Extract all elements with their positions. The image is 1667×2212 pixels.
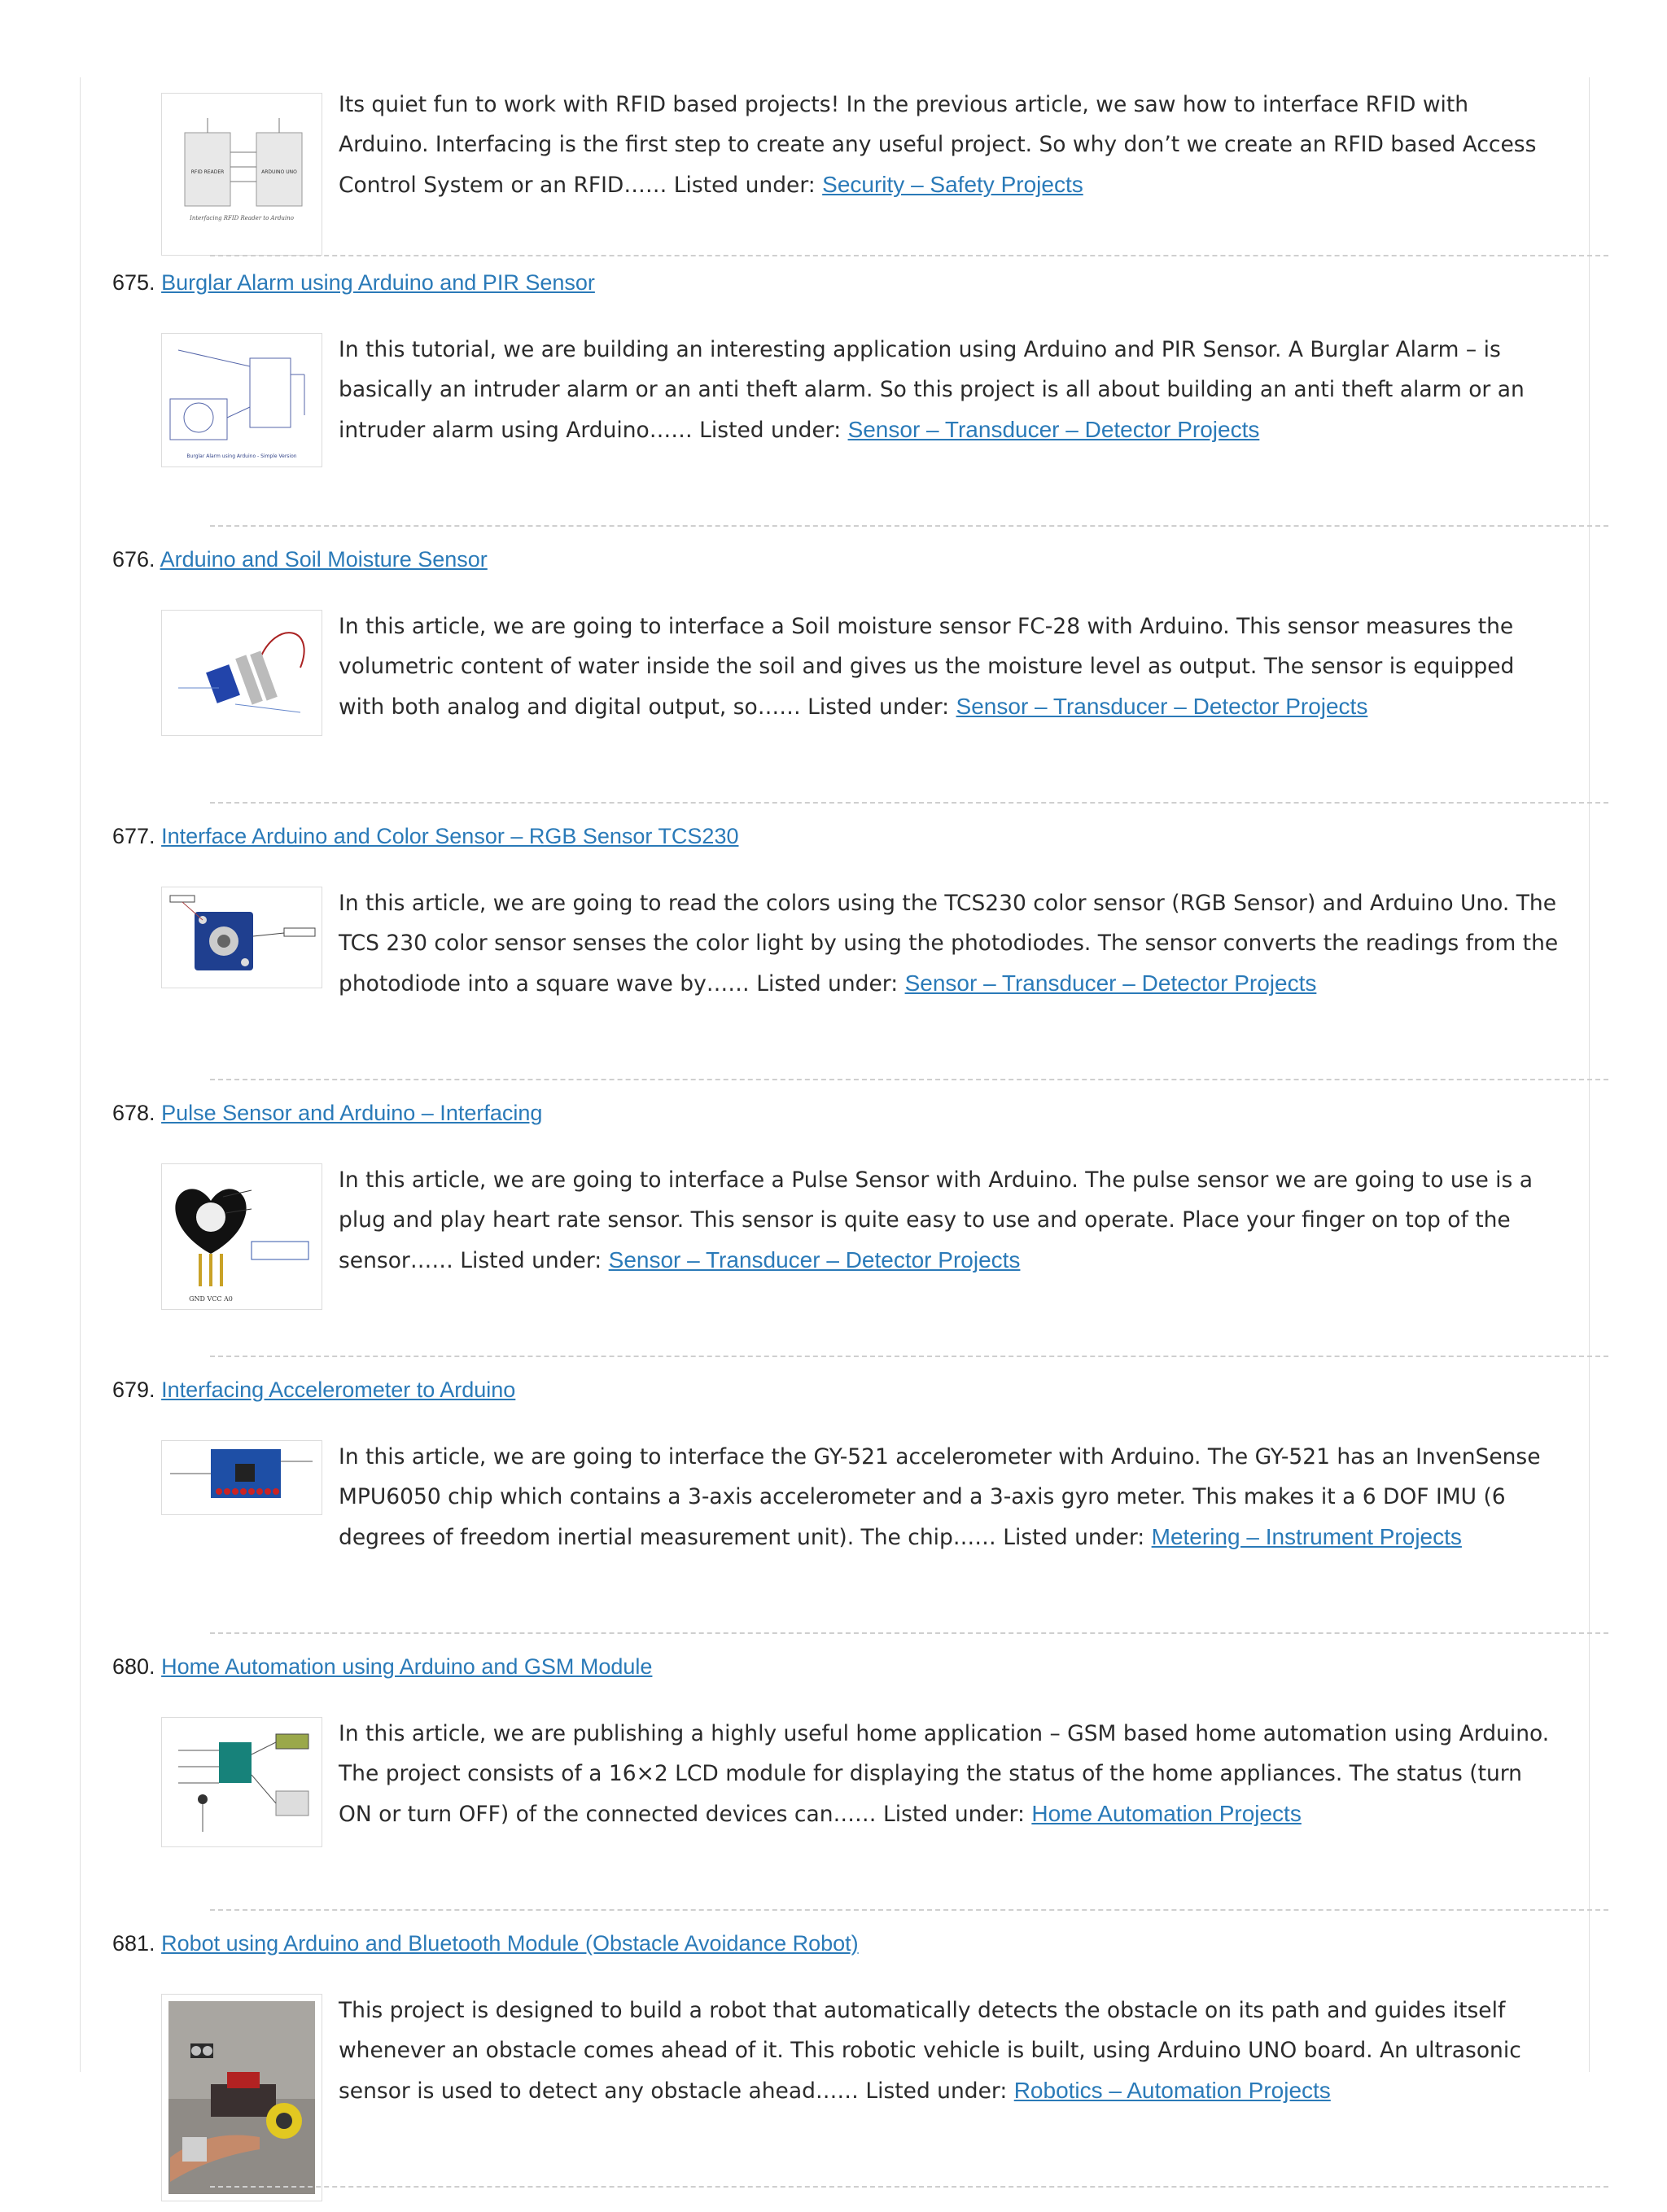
category-link-robotics-automation[interactable]: Robotics – Automation Projects: [1013, 2078, 1331, 2103]
project-title-row: [112, 1927, 1560, 1960]
item-separator: [210, 1909, 1608, 1911]
page-frame-left-border: [80, 77, 81, 2072]
project-title-row: [112, 1097, 1560, 1129]
project-thumbnail-pulse-sensor[interactable]: [161, 1163, 322, 1310]
item-separator: [210, 255, 1608, 256]
project-item-676: [112, 543, 1560, 804]
category-link-security-safety[interactable]: Security – Safety Projects: [822, 172, 1083, 197]
category-link-sensor-transducer-detector[interactable]: Sensor – Transducer – Detector Projects: [904, 970, 1317, 996]
project-item-678: [112, 1097, 1560, 1357]
item-separator: [210, 1079, 1608, 1080]
project-excerpt-text: In this tutorial, we are building an interesting application using Arduino and PIR Sensor. A Burglar Alarm – is basically an intruder alarm or an anti theft alarm. So this project is all about building an anti theft alarm or an intruder alarm using Arduino……: [339, 337, 1525, 443]
category-link-sensor-transducer-detector[interactable]: Sensor – Transducer – Detector Projects: [847, 417, 1260, 442]
project-title-row: [112, 820, 1560, 852]
thumb-label-rfid-reader: RFID READER: [190, 169, 225, 175]
item-separator: [210, 1356, 1608, 1357]
project-title-row: [112, 266, 1560, 299]
project-number: 677.: [112, 824, 155, 848]
project-thumbnail-rfid[interactable]: [161, 93, 322, 256]
project-excerpt: [339, 85, 1560, 205]
project-item-681: [112, 1927, 1560, 2212]
project-title-link-home-automation[interactable]: Home Automation using Arduino and GSM Module: [161, 1654, 653, 1679]
project-excerpt: [339, 330, 1560, 450]
project-excerpt: [339, 883, 1560, 1004]
project-excerpt-text: In this article, we are going to interface a Pulse Sensor with Arduino. The pulse sensor we are going to use is a plug and play heart rate sensor. This sensor is quite easy to use and operate. Place your finger on top of the sensor……: [339, 1167, 1534, 1273]
project-excerpt: [339, 1714, 1560, 1834]
project-thumbnail-accelerometer[interactable]: [161, 1440, 322, 1515]
project-title-row: [112, 543, 1560, 576]
project-thumbnail-soil-moisture[interactable]: [161, 610, 322, 736]
project-excerpt-text: In this article, we are going to interface the GY-521 accelerometer with Arduino. The GY-521 has an InvenSense MPU6050 chip which contains a 3-axis accelerometer and a 3-axis gyro meter. This makes it a 6 DOF IMU (6 degrees of freedom inertial measurement unit). The chip……: [339, 1444, 1541, 1550]
project-title-link-soil-moisture[interactable]: Arduino and Soil Moisture Sensor: [160, 547, 488, 572]
project-thumbnail-robot[interactable]: [161, 1994, 322, 2201]
project-number: 680.: [112, 1654, 155, 1679]
project-item-679: [112, 1373, 1560, 1634]
category-link-sensor-transducer-detector[interactable]: Sensor – Transducer – Detector Projects: [956, 694, 1368, 719]
page-frame-right-border: [1589, 77, 1590, 2072]
project-number: 681.: [112, 1931, 155, 1956]
category-link-metering-instrument[interactable]: Metering – Instrument Projects: [1151, 1524, 1462, 1549]
project-excerpt-text: In this article, we are going to interface a Soil moisture sensor FC-28 with Arduino. This sensor measures the volumetric content of water inside the soil and gives us the moisture level as output. The sensor is equipped with both analog and digital output, so……: [339, 614, 1515, 720]
project-item-680: [112, 1650, 1560, 1911]
listed-under-label: Listed under:: [807, 694, 950, 720]
listed-under-label: Listed under:: [756, 971, 899, 996]
project-title-row: [112, 1650, 1560, 1683]
project-title-link-burglar-alarm[interactable]: Burglar Alarm using Arduino and PIR Sensor: [161, 270, 595, 295]
project-excerpt: [339, 607, 1560, 727]
project-thumbnail-burglar-alarm[interactable]: [161, 333, 322, 467]
project-title-row: [112, 1373, 1560, 1406]
project-title-link-obstacle-avoidance-robot[interactable]: Robot using Arduino and Bluetooth Module (Obstacle Avoidance Robot): [161, 1931, 859, 1956]
project-number: 679.: [112, 1378, 155, 1402]
project-excerpt-text: This project is designed to build a robot that automatically detects the obstacle on its path and guides itself whenever an obstacle comes ahead of it. This robotic vehicle is built, using Arduino UNO board. An ultrasonic sensor is used to detect any obstacle ahead……: [339, 1998, 1521, 2104]
project-title-link-accelerometer[interactable]: Interfacing Accelerometer to Arduino: [161, 1378, 516, 1402]
item-separator: [210, 802, 1608, 804]
listed-under-label: Listed under:: [1003, 1525, 1145, 1550]
thumb-caption-burglar-alarm: Burglar Alarm using Arduino - Simple Version: [186, 453, 297, 459]
project-excerpt-text: In this article, we are going to read the colors using the TCS230 color sensor (RGB Sensor) and Arduino Uno. The TCS 230 color sensor senses the color light by using the photodiodes. The sensor converts the readings from the photodiode into a square wave by……: [339, 891, 1559, 996]
project-number: 675.: [112, 270, 155, 295]
project-number: 678.: [112, 1101, 155, 1125]
listed-under-label: Listed under:: [673, 173, 816, 198]
project-excerpt-text: Its quiet fun to work with RFID based projects! In the previous article, we saw how to interface RFID with Arduino. Interfacing is the first step to create any useful project. So why don’t we create an RFID based Access Control System or an RFID……: [339, 92, 1537, 198]
project-excerpt: [339, 1160, 1560, 1281]
listed-under-label: Listed under:: [882, 1802, 1025, 1827]
project-thumbnail-home-automation[interactable]: [161, 1717, 322, 1847]
project-title-link-color-sensor[interactable]: Interface Arduino and Color Sensor – RGB Sensor TCS230: [161, 824, 739, 848]
item-separator: [210, 2186, 1608, 2188]
project-excerpt: [339, 1437, 1560, 1557]
project-excerpt: [339, 1991, 1560, 2111]
listed-under-label: Listed under:: [460, 1248, 602, 1273]
project-excerpt-text: In this article, we are publishing a highly useful home application – GSM based home automation using Arduino. The project consists of a 16×2 LCD module for displaying the status of the home appliances. The status (turn ON or turn OFF) of the connected devices can……: [339, 1721, 1550, 1827]
project-number: 676.: [112, 547, 155, 572]
item-separator: [210, 525, 1608, 527]
item-separator: [210, 1632, 1608, 1634]
project-item-675: [112, 266, 1560, 527]
category-link-sensor-transducer-detector[interactable]: Sensor – Transducer – Detector Projects: [608, 1247, 1021, 1272]
category-link-home-automation[interactable]: Home Automation Projects: [1031, 1801, 1302, 1826]
project-title-link-pulse-sensor[interactable]: Pulse Sensor and Arduino – Interfacing: [161, 1101, 543, 1125]
project-item-677: [112, 820, 1560, 1080]
thumb-label-arduino-uno: ARDUINO UNO: [261, 169, 297, 175]
project-item: [112, 81, 1560, 256]
listed-under-label: Listed under:: [865, 2078, 1008, 2104]
project-thumbnail-color-sensor[interactable]: [161, 887, 322, 988]
project-list: [112, 81, 1560, 2212]
thumb-caption-pulse-pins: GND VCC A0: [189, 1295, 233, 1303]
listed-under-label: Listed under:: [699, 418, 842, 443]
thumb-caption-rfid: Interfacing RFID Reader to Arduino: [190, 215, 294, 221]
